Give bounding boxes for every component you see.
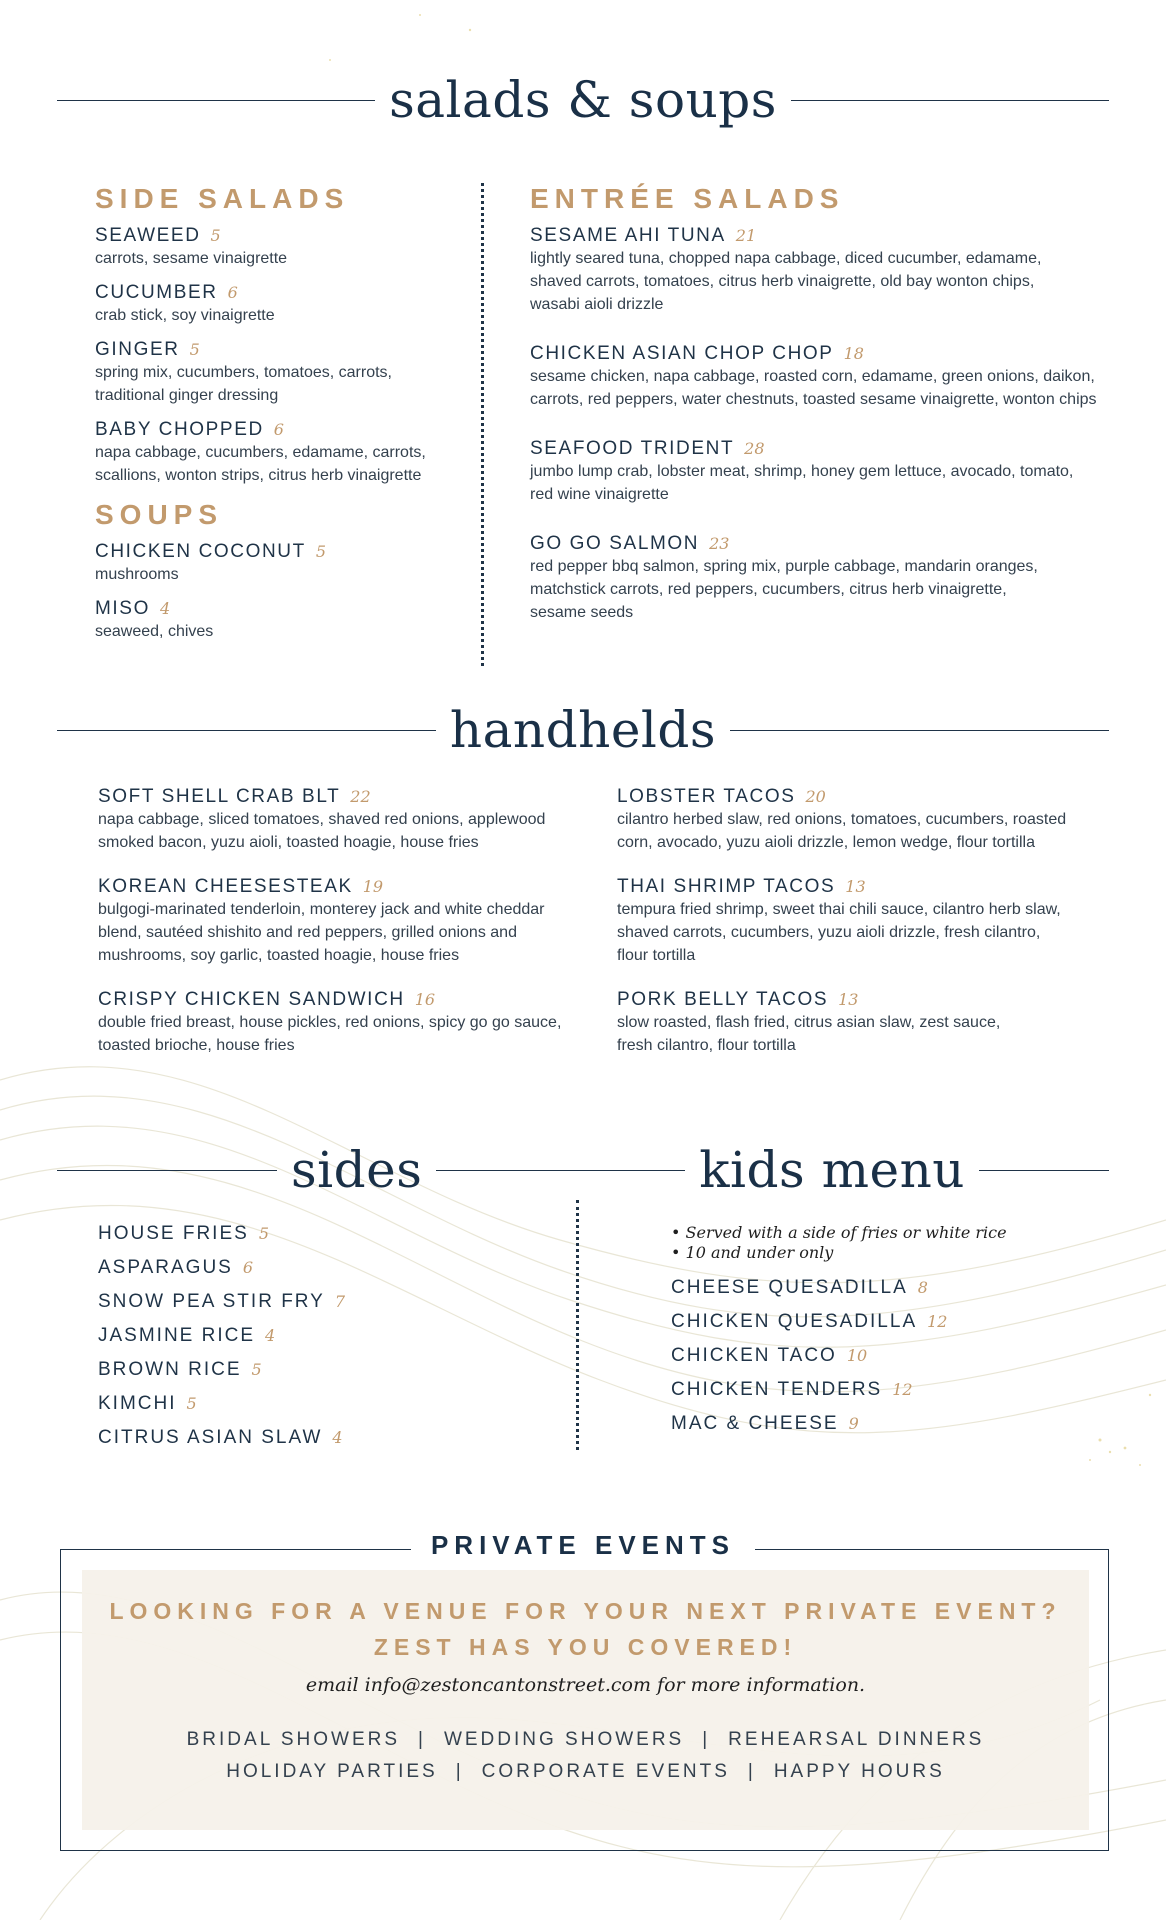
handhelds-header <box>57 700 1109 760</box>
event-type: REHEARSAL DINNERS <box>728 1729 985 1750</box>
item-description: scallions, wonton strips, citrus herb vinaigrette <box>95 467 422 484</box>
category-title: ENTRÉE SALADS <box>530 183 845 214</box>
item-description: carrots, sesame vinaigrette <box>95 250 288 267</box>
menu-item <box>530 343 1120 411</box>
item-name-text: CHICKEN ASIAN CHOP CHOP <box>530 343 834 364</box>
event-type: WEDDING SHOWERS <box>443 1729 685 1750</box>
column-divider <box>481 183 484 666</box>
item-name <box>95 541 475 563</box>
item-name-text: HOUSE FRIES <box>98 1223 249 1244</box>
item-description: mushrooms <box>95 566 179 583</box>
item-price: 6 <box>227 283 238 302</box>
item-name <box>95 225 475 247</box>
menu-item <box>95 225 475 270</box>
menu-item <box>98 1285 538 1319</box>
kids-items-list <box>671 1271 1111 1441</box>
item-name <box>98 876 588 898</box>
item-description: shaved carrots, tomatoes, citrus herb vinaigrette, old bay wonton chips, <box>530 273 1035 290</box>
item-name-text: GO GO SALMON <box>530 533 700 554</box>
item-name <box>530 225 1120 247</box>
item-price: 9 <box>848 1414 859 1433</box>
menu-item <box>671 1407 1111 1441</box>
item-description: matchstick carrots, red peppers, cucumbers, citrus herb vinaigrette, <box>530 581 1007 598</box>
entree-salads-list <box>530 225 1120 624</box>
menu-item <box>617 786 1117 854</box>
item-description: corn, avocado, yuzu aioli drizzle, lemon wedge, flour tortilla <box>617 834 1035 851</box>
item-price: 6 <box>273 420 284 439</box>
item-description: spring mix, cucumbers, tomatoes, carrots, <box>95 364 392 381</box>
item-price: 8 <box>917 1278 928 1297</box>
item-price: 5 <box>210 226 221 245</box>
item-name-text: CHICKEN TENDERS <box>671 1379 883 1400</box>
handhelds-left-column <box>98 786 588 1079</box>
menu-item <box>671 1305 1111 1339</box>
event-types-row <box>82 1729 1089 1751</box>
menu-item <box>95 282 475 327</box>
item-description: red pepper bbq salmon, spring mix, purple cabbage, mandarin oranges, <box>530 558 1038 575</box>
item-name <box>95 598 475 620</box>
item-name-text: CITRUS ASIAN SLAW <box>98 1427 323 1448</box>
item-name <box>98 786 588 808</box>
menu-item <box>530 438 1120 506</box>
header-rule-middle <box>436 1170 685 1171</box>
item-description: lightly seared tuna, chopped napa cabbage, diced cucumber, edamame, <box>530 250 1042 267</box>
header-rule-left <box>57 1170 277 1171</box>
item-description: napa cabbage, sliced tomatoes, shaved red onions, applewood <box>98 811 546 828</box>
event-type: HAPPY HOURS <box>773 1761 945 1782</box>
item-price: 5 <box>189 340 200 359</box>
item-description: sesame seeds <box>530 604 634 621</box>
item-price: 12 <box>927 1312 948 1331</box>
item-description: smoked bacon, yuzu aioli, toasted hoagie, house fries <box>98 834 479 851</box>
item-name <box>617 989 1117 1011</box>
private-events-answer: ZEST HAS YOU COVERED! <box>373 1634 798 1660</box>
item-price: 18 <box>843 344 864 363</box>
item-name-text: CUCUMBER <box>95 282 218 303</box>
item-description: blend, sautéed shishito and red peppers, grilled onions and <box>98 924 517 941</box>
item-price: 23 <box>709 534 730 553</box>
category-title: SOUPS <box>95 499 224 530</box>
separator: | <box>747 1761 756 1782</box>
salads-soups-header <box>57 70 1109 130</box>
column-divider <box>576 1200 579 1450</box>
item-price: 7 <box>334 1292 346 1311</box>
item-name-text: KIMCHI <box>98 1393 177 1414</box>
kids-note: • Served with a side of fries or white rice <box>671 1223 1007 1242</box>
item-price: 4 <box>332 1428 343 1447</box>
item-name-text: KOREAN CHEESESTEAK <box>98 876 353 897</box>
item-price: 16 <box>414 990 436 1009</box>
item-name-text: JASMINE RICE <box>98 1325 256 1346</box>
menu-item <box>671 1271 1111 1305</box>
side-salads-column <box>95 183 475 655</box>
menu-item <box>530 225 1120 316</box>
item-price: 22 <box>350 787 371 806</box>
entree-salads-column <box>530 183 1120 651</box>
private-events-email: email info@zestoncantonstreet.com for more information. <box>305 1674 866 1696</box>
menu-item <box>95 598 475 643</box>
item-description: shaved carrots, cucumbers, yuzu aioli drizzle, fresh cilantro, <box>617 924 1041 941</box>
item-name-text: CHICKEN COCONUT <box>95 541 306 562</box>
item-price: 13 <box>845 877 866 896</box>
item-price: 28 <box>744 439 765 458</box>
item-name <box>530 343 1120 365</box>
item-name-text: BROWN RICE <box>98 1359 242 1380</box>
item-description: crab stick, soy vinaigrette <box>95 307 275 324</box>
item-name-text: ASPARAGUS <box>98 1257 233 1278</box>
menu-item <box>95 541 475 586</box>
item-price: 4 <box>265 1326 276 1345</box>
item-price: 5 <box>258 1224 269 1243</box>
item-description: slow roasted, flash fried, citrus asian slaw, zest sauce, <box>617 1014 1001 1031</box>
item-name-text: MAC & CHEESE <box>671 1413 839 1434</box>
soups-list <box>95 541 475 643</box>
event-type: BRIDAL SHOWERS <box>186 1729 401 1750</box>
category-title: SIDE SALADS <box>95 183 350 214</box>
item-name <box>95 282 475 304</box>
header-rule-right <box>791 100 1109 101</box>
item-name-text: SESAME AHI TUNA <box>530 225 726 246</box>
item-name-text: BABY CHOPPED <box>95 419 264 440</box>
item-description: cilantro herbed slaw, red onions, tomatoes, cucumbers, roasted <box>617 811 1067 828</box>
menu-item <box>671 1339 1111 1373</box>
kids-menu-column <box>671 1223 1111 1441</box>
menu-item <box>95 419 475 487</box>
item-name-text: GINGER <box>95 339 180 360</box>
item-name <box>617 876 1117 898</box>
header-rule-right <box>730 730 1109 731</box>
item-description: traditional ginger dressing <box>95 387 279 404</box>
menu-item <box>98 1251 538 1285</box>
item-name <box>98 989 588 1011</box>
event-type: CORPORATE EVENTS <box>481 1761 730 1782</box>
header-rule-left <box>57 730 436 731</box>
item-description: flour tortilla <box>617 947 696 964</box>
item-name-text: CRISPY CHICKEN SANDWICH <box>98 989 405 1010</box>
item-price: 4 <box>159 599 171 618</box>
item-description: red wine vinaigrette <box>530 486 669 503</box>
item-price: 6 <box>242 1258 254 1277</box>
menu-item <box>98 876 588 967</box>
item-name-text: MISO <box>95 598 150 619</box>
item-price: 13 <box>838 990 859 1009</box>
handhelds-right-column <box>617 786 1117 1079</box>
item-name-text: CHICKEN TACO <box>671 1345 837 1366</box>
item-price: 12 <box>892 1380 913 1399</box>
item-description: double fried breast, house pickles, red onions, spicy go go sauce, <box>98 1014 562 1031</box>
item-price: 21 <box>735 226 757 245</box>
item-name-text: LOBSTER TACOS <box>617 786 796 807</box>
section-title: salads & soups <box>389 71 777 129</box>
item-name-text: SNOW PEA STIR FRY <box>98 1291 325 1312</box>
menu-item <box>530 533 1120 624</box>
separator: | <box>702 1729 711 1750</box>
header-rule-left <box>57 100 375 101</box>
private-events-question: LOOKING FOR A VENUE FOR YOUR NEXT PRIVATE EVENT? <box>109 1598 1062 1624</box>
item-name-text: SEAWEED <box>95 225 201 246</box>
item-description: jumbo lump crab, lobster meat, shrimp, honey gem lettuce, avocado, tomato, <box>530 463 1074 480</box>
item-name <box>95 419 475 441</box>
item-name-text: CHEESE QUESADILLA <box>671 1277 908 1298</box>
item-name <box>530 533 1120 555</box>
sides-kids-header <box>57 1140 1109 1200</box>
menu-item <box>617 989 1117 1057</box>
item-description: bulgogi-marinated tenderloin, monterey jack and white cheddar <box>98 901 545 918</box>
header-rule-right <box>979 1170 1109 1171</box>
item-price: 19 <box>362 877 384 896</box>
item-price: 5 <box>251 1360 262 1379</box>
item-description: fresh cilantro, flour tortilla <box>617 1037 796 1054</box>
kids-menu-title: kids menu <box>699 1141 965 1199</box>
item-description: tempura fried shrimp, sweet thai chili sauce, cilantro herb slaw, <box>617 901 1061 918</box>
menu-item <box>98 1421 538 1455</box>
menu-item <box>98 1217 538 1251</box>
event-type: HOLIDAY PARTIES <box>226 1761 438 1782</box>
item-price: 20 <box>805 787 826 806</box>
private-events-title-text: PRIVATE EVENTS <box>411 1530 755 1560</box>
menu-item <box>98 1319 538 1353</box>
private-events-title <box>0 1530 1166 1561</box>
kids-note: • 10 and under only <box>671 1243 834 1262</box>
item-name <box>617 786 1117 808</box>
separator: | <box>418 1729 426 1750</box>
item-price: 5 <box>315 542 327 561</box>
sides-title: sides <box>291 1141 423 1199</box>
item-name-text: SEAFOOD TRIDENT <box>530 438 735 459</box>
item-description: carrots, red peppers, water chestnuts, toasted sesame vinaigrette, wonton chips <box>530 391 1097 408</box>
item-description: wasabi aioli drizzle <box>530 296 664 313</box>
event-types-row <box>82 1761 1089 1783</box>
item-name-text: THAI SHRIMP TACOS <box>617 876 836 897</box>
item-name-text: PORK BELLY TACOS <box>617 989 829 1010</box>
menu-item <box>617 876 1117 967</box>
menu-item <box>98 786 588 854</box>
item-price: 10 <box>846 1346 868 1365</box>
menu-item <box>98 989 588 1057</box>
separator: | <box>455 1761 464 1782</box>
sides-list <box>98 1217 538 1455</box>
item-name <box>530 438 1120 460</box>
item-description: mushrooms, soy garlic, toasted hoagie, house fries <box>98 947 460 964</box>
section-title: handhelds <box>449 701 717 759</box>
item-name-text: SOFT SHELL CRAB BLT <box>98 786 341 807</box>
item-description: sesame chicken, napa cabbage, roasted corn, edamame, green onions, daikon, <box>530 368 1095 385</box>
item-name-text: CHICKEN QUESADILLA <box>671 1311 918 1332</box>
item-name <box>95 339 475 361</box>
item-description: napa cabbage, cucumbers, edamame, carrots, <box>95 444 426 461</box>
item-description: seaweed, chives <box>95 623 214 640</box>
menu-item <box>98 1387 538 1421</box>
item-description: toasted brioche, house fries <box>98 1037 295 1054</box>
menu-item <box>671 1373 1111 1407</box>
side-salads-list <box>95 225 475 487</box>
menu-item <box>98 1353 538 1387</box>
menu-item <box>95 339 475 407</box>
item-price: 5 <box>186 1394 197 1413</box>
